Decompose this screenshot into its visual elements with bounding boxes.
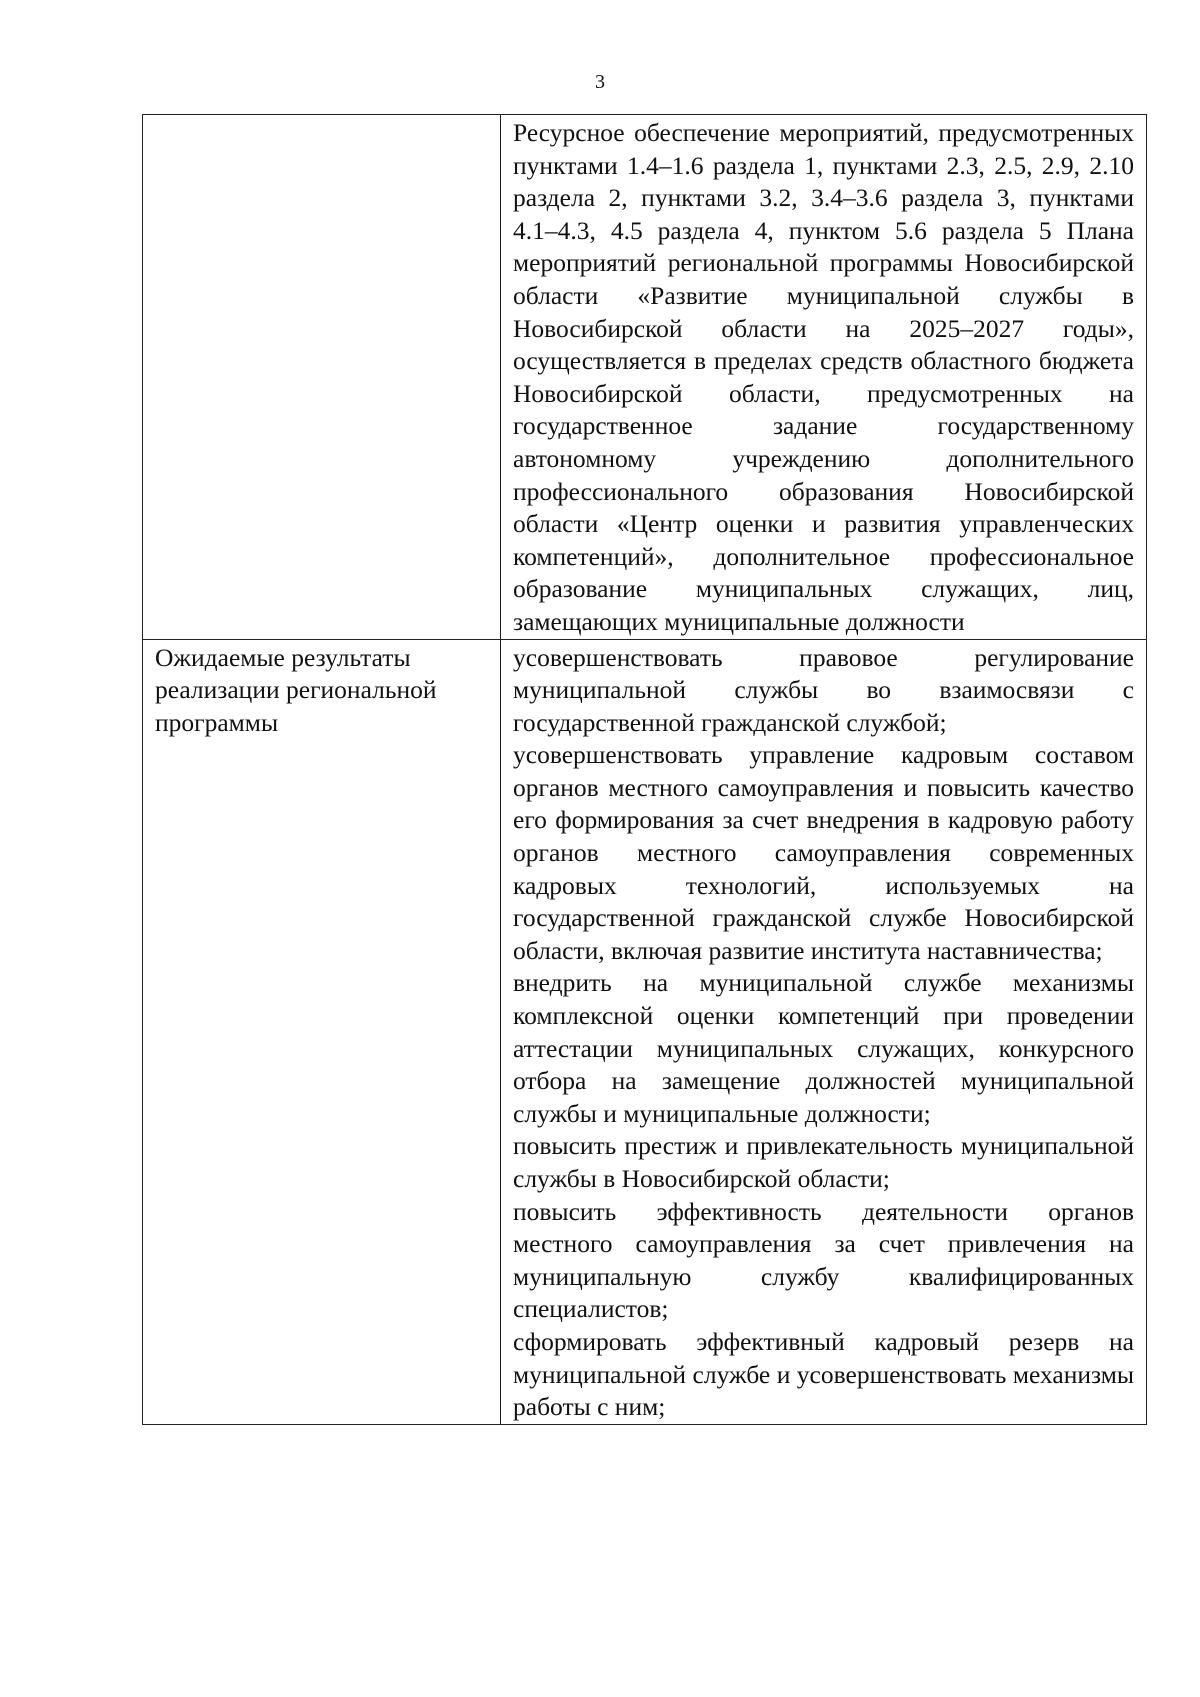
result-item-prestige: повысить престиж и привлекательность муниципальной службы в Новосибирской области; — [513, 1131, 1134, 1193]
page-number: 3 — [595, 71, 605, 93]
row-2-content-cell — [501, 639, 1147, 1424]
program-passport-table — [142, 114, 1147, 1425]
result-item-efficiency: повысить эффективность деятельности органов местного самоуправления за счет привлечения на муниципальную службу квалифицированных специалистов; — [513, 1196, 1134, 1324]
result-item-personnel-management: усовершенствовать управление кадровым составом органов местного самоуправления и повысить качество его формирования за счет внедрения в кадровую работу органов местного самоуправления современных кадровых технологий, используемых на государственной гражданской службе Новосибирской области, включая развитие института наставничества; — [513, 740, 1134, 965]
resource-provision-paragraph: Ресурсное обеспечение мероприятий, предусмотренных пунктами 1.4–1.6 раздела 1, пунктами 2.3, 2.5, 2.9, 2.10 раздела 2, пунктами 3.2, 3.4–3.6 раздела 3, пунктами 4.1–4.3, 4.5 раздела 4, пунктом 5.6 раздела 5 Плана мероприятий региональной программы Новосибирской области «Развитие муниципальной службы в Новосибирской области на 2025–2027 годы», осуществляется в пределах средств областного бюджета Новосибирской области, предусмотренных на государственное задание государственному автономному учреждению дополнительного профессионального образования Новосибирской области «Центр оценки и развития управленческих компетенций», дополнительное профессиональное образование муниципальных служащих, лиц, замещающих муниципальные должности — [513, 118, 1134, 636]
result-item-competency-assessment: внедрить на муниципальной службе механизмы комплексной оценки компетенций при проведении аттестации муниципальных служащих, конкурсного отбора на замещение должностей муниципальной службы и муниципальные должности; — [513, 968, 1134, 1128]
expected-results-label: Ожидаемые результаты реализации региональной программы — [143, 639, 501, 1424]
result-item-personnel-reserve: сформировать эффективный кадровый резерв на муниципальной службе и усовершенствовать механизмы работы с ним; — [513, 1326, 1134, 1422]
row-1-label-cell — [143, 115, 501, 640]
result-item-legal-regulation: усовершенствовать правовое регулирование муниципальной службы во взаимосвязи с государственной гражданской службой; — [513, 642, 1134, 737]
table-row-expected-results — [143, 639, 1147, 1424]
row-1-content-cell — [501, 115, 1147, 640]
table-row-resource-provision — [143, 115, 1147, 640]
